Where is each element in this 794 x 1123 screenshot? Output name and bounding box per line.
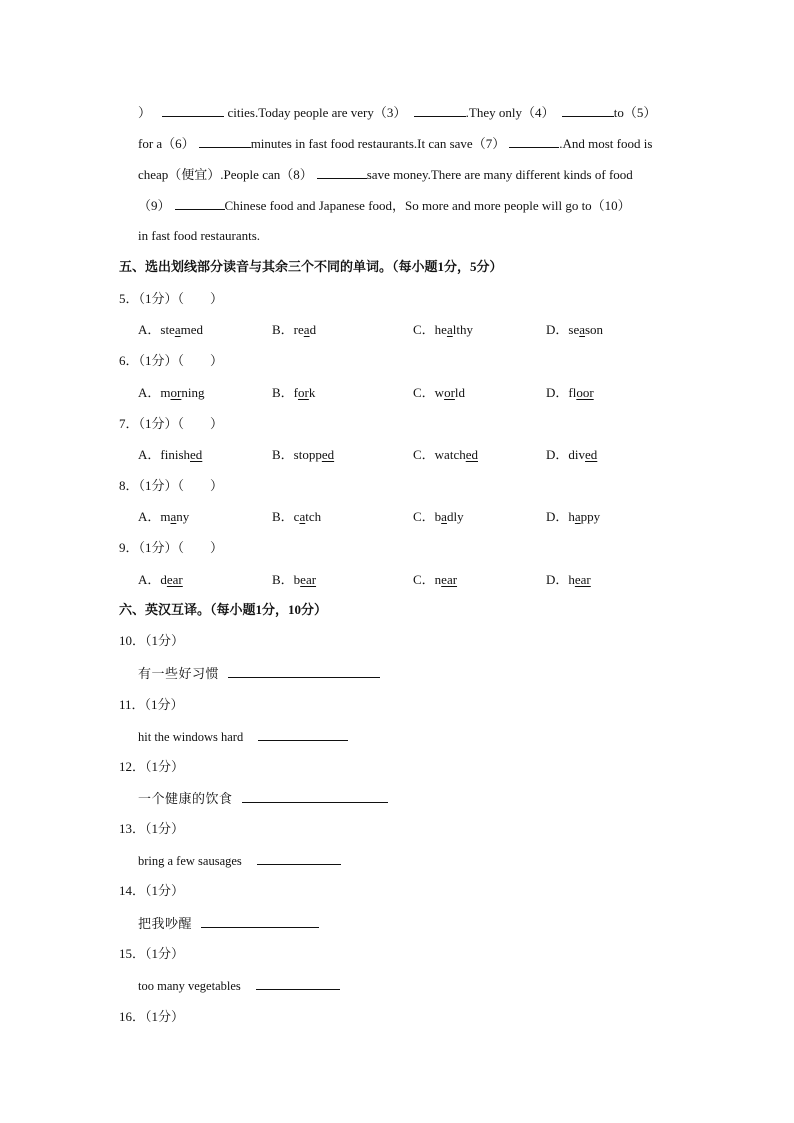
answer-13-blank[interactable] <box>257 851 341 865</box>
answer-14-blank[interactable] <box>201 914 319 928</box>
passage-line-4: （9） Chinese food and Japanese food，So more and more people will go to（10） <box>138 198 631 213</box>
question-16-number: 16．（1分） <box>119 1009 185 1024</box>
q5-option-a[interactable]: A．steamed <box>138 322 204 337</box>
q8-option-c[interactable]: C．badly <box>413 509 464 524</box>
q6-option-b[interactable]: B．fork <box>272 385 316 400</box>
blank-7[interactable] <box>509 134 559 148</box>
passage-line-1: ） cities.Today people are very（3） .They only（4） to（5） <box>138 105 657 120</box>
question-12-number: 12．（1分） <box>119 759 185 774</box>
answer-12-blank[interactable] <box>242 789 388 803</box>
question-14-number: 14．（1分） <box>119 883 185 898</box>
q9-option-d[interactable]: D．hear <box>546 572 591 587</box>
question-12-row: 一个健康的饮食 <box>138 789 388 808</box>
passage-line-3: cheap（便宜）.People can（8） save money.There are many different kinds of food <box>138 167 633 182</box>
q6-option-d[interactable]: D．floor <box>546 385 594 400</box>
answer-11-blank[interactable] <box>258 727 348 741</box>
blank-2[interactable] <box>162 103 224 117</box>
section-6-title: 六、英汉互译。（每小题1分，10分） <box>119 602 328 617</box>
q7-option-c[interactable]: C．watched <box>413 447 478 462</box>
section-5-title: 五、选出划线部分读音与其余三个不同的单词。（每小题1分，5分） <box>119 259 503 274</box>
question-15-row: too many vegetables <box>138 976 340 995</box>
q6-option-c[interactable]: C．world <box>413 385 466 400</box>
q9-option-c[interactable]: C．near <box>413 572 458 587</box>
question-13-row: bring a few sausages <box>138 851 341 870</box>
blank-9[interactable] <box>175 196 225 210</box>
q5-option-d[interactable]: D．season <box>546 322 604 337</box>
answer-15-blank[interactable] <box>256 976 340 990</box>
question-10-number: 10．（1分） <box>119 633 185 648</box>
question-11-number: 11．（1分） <box>119 697 184 712</box>
question-14-row: 把我吵醒 <box>138 914 319 933</box>
question-8-number: 8．（1分）（ ） <box>119 478 224 493</box>
q7-option-a[interactable]: A．finished <box>138 447 203 462</box>
q7-option-d[interactable]: D．dived <box>546 447 598 462</box>
question-15-number: 15．（1分） <box>119 946 185 961</box>
question-9-number: 9．（1分）（ ） <box>119 540 224 555</box>
question-7-number: 7．（1分）（ ） <box>119 416 224 431</box>
question-11-row: hit the windows hard <box>138 727 348 746</box>
q8-option-a[interactable]: A．many <box>138 509 190 524</box>
question-13-number: 13．（1分） <box>119 821 185 836</box>
q8-option-d[interactable]: D．happy <box>546 509 601 524</box>
question-5-number: 5．（1分）（ ） <box>119 291 224 306</box>
q7-option-b[interactable]: B．stopped <box>272 447 335 462</box>
answer-10-blank[interactable] <box>228 664 380 678</box>
q5-option-c[interactable]: C．healthy <box>413 322 473 337</box>
blank-6[interactable] <box>199 134 251 148</box>
passage-line-2: for a（6） minutes in fast food restaurants.It can save（7） .And most food is <box>138 136 653 151</box>
blank-3[interactable] <box>414 103 466 117</box>
blank-4[interactable] <box>562 103 614 117</box>
passage-line-5: in fast food restaurants. <box>138 228 261 243</box>
q6-option-a[interactable]: A．morning <box>138 385 205 400</box>
q8-option-b[interactable]: B．catch <box>272 509 322 524</box>
q9-option-b[interactable]: B．bear <box>272 572 317 587</box>
q5-option-b[interactable]: B．read <box>272 322 317 337</box>
q9-option-a[interactable]: A．dear <box>138 572 183 587</box>
blank-8[interactable] <box>317 165 367 179</box>
question-6-number: 6．（1分）（ ） <box>119 353 224 368</box>
question-10-row: 有一些好习惯 <box>138 664 380 683</box>
